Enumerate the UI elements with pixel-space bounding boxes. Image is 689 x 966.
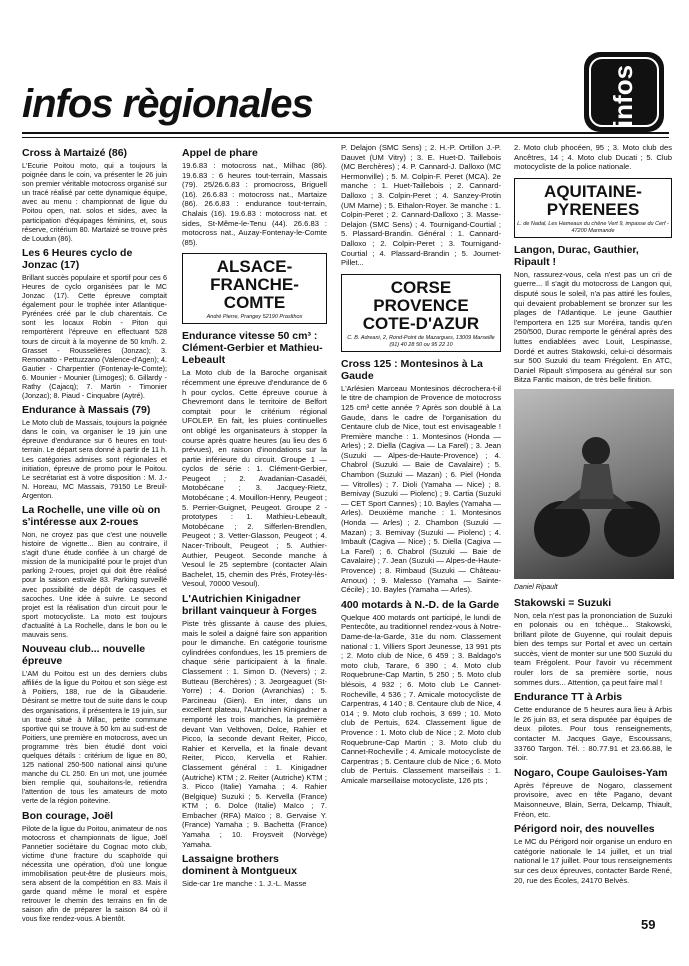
- region-box: [514, 178, 672, 238]
- region-name: [183, 254, 326, 312]
- article-heading: Nouveau club... nouvelle épreuve: [22, 643, 146, 668]
- region-name-line: COTE-D'AZUR: [362, 313, 480, 333]
- article-paragraph: Brillant succès populaire et sportif pour ces 6 Heures de cyclo organisées par le MC Jonzac (17). Cette épreuve comptait également pour le trophée inter Atlantique-Pyrénées créé par le club charentais. Ce sont les locaux Robin - Piton qui remportèrent l'épreuve en effectuant 528 tours de circuit à la moyenne de 50 km/h. 2. Grasset - Rousselières (Jonzac); 3. Remonatto - Pettuzzano (Valence-d'Agen); 4. Gautier - Charpentier (Fontenay-le-Comte); 6. Mounier - Mounier (Limoges); 6. Gillardy - Rathy (Cajacq); 7. Martin - Timonier (Jonzac); 8. Piaud - Cinquabre (Aytré).: [22, 272, 167, 401]
- page-title: infos règionales: [22, 82, 313, 126]
- region-contact: André Pierre, Prangey 52190 Praslthox: [206, 314, 303, 321]
- article-heading: Les 6 Heures cyclo de Jonzac (17): [22, 246, 133, 271]
- article-paragraph: P. Delajon (SMC Sens) ; 2. H.-P. Ortillon J.-P. Dauvet (UM Vitry) ; 3. E. Huet-D. Taillebois (MC Berchères) ; 4. P. Cannard-J. Dalloxo (MC Hermonville) ; 5. M. Colpin-F. Peret (MCA). 2e manche : 1. Huet-Taillebois ; 2. Cannard-Dalloxo ; 3. Colpin-Peret ; 4. Sanzey-Protin (UM Marne) ; 5. Ethalon-Royer. 3e manche : 1. Colpin-Peret ; 2. Cannard-Dalloxo ; 3. Masse-Delajon (SMC Sens) ; 4. Tournigand-Courtial ; 5. Plassard-Brandin. Général : 1. Cannard-Dalloxo ; 2. Colpin-Peret ; 3. Tournigand-Courtial ; 4. Plassard-Brandin ; 5. Journet-Pillet...: [341, 143, 501, 268]
- region-box: [182, 253, 327, 324]
- article-paragraph: Side-car 1re manche : 1. J.-L. Masse: [182, 879, 307, 889]
- article-paragraph: Piste très glissante à cause des pluies, mais le soleil a daigné faire son apparition pour le dimanche. En catégorie tourisme cylindrées confondues, les 15 premiers de chaque série participaient à la finale. Classement : 1. Simon D. (Nevers) ; 2. Butteau (Berchères) ; 3. Jeorgeaguet (St-Yorre) ; 4. Dorion (Avranchias) ; 5. Parcineau (Gien). En inter, dans un excellent plateau, l'Autrichien Kinigadner a remporté les trois manches, la première devant Van Velthoven, Dolce, Rahier et Picco, la seconde devant Reiter, Picco, Rahier et Kervella, et la finale devant Reiter, Picco, Kervella et Rahier. Classement général : 1. Kinigadner (Autriche) KTM ; 2. Reiter (Autriche) KTM ; 3. Picco (Italie) Yamaha ; 4. Rahier (Belgique) Suzuki ; 5. Kervella (France) KTM ; 6. Dolce (Italie) Maïco ; 7. Embacher (RFA) Maïco ; 8. Gervaise Y. (France) Yamaha ; 9. Bachetta (France) Yamaha ; 10. Froysveit (Norvège) Yamaha.: [182, 619, 327, 849]
- column-1: [22, 143, 167, 926]
- article-paragraph: La Moto club de la Baroche organisait récemment une épreuve d'endurance de 6 h pour cyclos. Cette épreuve courue à Chevremont dans le territoire de Belfort comptait pour le critérium régional UFOLEP. En fait, les pluies continuelles ont obligé les organisateurs à stopper la course après quatre heures (au lieu des 6 prévues), en raison d'inondations sur la partie inférieure du circuit. Groupe 1 — cyclos de série : 1. Clément-Gerbier, Peugeot ; 2. Avadanian-Casadéi, Motobécane ; 3. Jacquey-Rietz, Motobécane ; 4. Mouillon-Henry, Peugeot ; 5. Perrier-Guignet, Peugeot. Groupe 2 - prototypes : 1. Mathieu-Lebeault, Motobécane ; 2. Sifferlen-Brendlen, Peugeot ; 3. Vetter-Glasson, Peugeot ; 4. Nacer-Triboult, Peugeot ; 5. Authier-Authier, Peugeot. Seconde manche à Vesoul le 25 septembre (contacter Alain Bachelet, 15, chemin des Prés, Frotey-lès-Vesoul, 70000 Vesoul).: [182, 368, 327, 589]
- article-paragraph: Non, cela n'est pas la prononciation de Suzuki en polonais ou en tchèque... Stakowski, brillant pilote de Guyenne, qui roulait depuis bien des temps sur Portal et avec un certain succès, vient de monter sur une 500 Suzuki du team Frégolent. Pour l'avoir vu récemment rouler lors de sa première sortie, nous sommes durs... Attention, ça peut faire mal !: [514, 610, 672, 687]
- title-rule-top: [22, 132, 669, 134]
- article-paragraph: Non, ne croyez pas que c'est une nouvelle histoire de vignette... Bien au contraire, il s'agit d'une étude confiée à un chargé de mission de la municipalité pour le projet d'un parking 2-roues, projet qui doit être réalisé pour la saison estivale 83. Parking surveillé avec possibilité de dépôt de casques et sacoches. Une idée à suivre. Le second projet est la réalisation d'un circuit pour le sport motocycliste. La moto est toujours d'actualité à La Rochelle, dans le bon ou le mauvais sens.: [22, 530, 167, 640]
- article-paragraph: L'Ecurie Poitou moto, qui a toujours la poignée dans le coin, va présenter le 26 juin son premier véritable motocross organisé sur un tracé réalisé par cette dynamique équipe, avec au menu : championnat de ligue du Poitou open, nat. solos et sides, avec la participation d'équipages féminins, et, sous réserve, critérium 80. Martaizé se trouve près de Loudun (86).: [22, 161, 167, 243]
- article-paragraph: L'Arlésien Marceau Montesinos décrochera-t-il le titre de champion de Provence de motocross 125 cm³ cette année ? Après son doublé à La Gaude, dans le cadre de l'organisation du Centaure club de Nice, tout est envisageable ! Première manche : 1. Montesinos (Honda — Arles) ; 2. Diella (Cagiva — La Farel) ; 3. Jean (Suzuki — Alpes-de-Haute-Provence) ; 4. Chabrol (Suzuki — Baie de Cavalaire) ; 5. Chambon (Suzuki — Mazan) ; 6. Piel (Honda — Vitrolles) ; 7. Dioli (Yamaha — Nice) ; 8. Bemivay (Suzuki — Piolenc) ; 9. Cartia (Suzuki — CET Sport Cannes) ; 10. Bayles (Yamaha — Arles). Deuxième manche : 1. Montesinos (Honda — Arles) ; 2. Chambon (Suzuki — Mazan) ; 3. Bemivay (Suzuki — Piolenc) ; 4. Imbault (Cagiva — Nice) ; 5. Diella (Cagiva — La Farel) ; 6. Chabrol (Suzuki — Baie de Cavalaire) ; 7. Jean (Suzuki — Alpes-de-Haute-Provence) ; 8. Rimbaud (Suzuki — Château-Arnoux) ; 9. Malesso (Yamaha — Sainte-Cécile) ; 10. Bayles (Yamaha — Arles).: [341, 383, 501, 595]
- title-rule-bottom: [22, 137, 669, 138]
- photo-caption: Daniel Ripault: [514, 583, 558, 591]
- article-paragraph: Pilote de la ligue du Poitou, animateur de nos motocross et championnats de ligue, Joël Pannetier sociétaire du Cognac moto club, victime d'une fracture du scaphoïde qui nécessita une opération, d'où une longue immobilisation peut-être de plusieurs mois, sera absent de la compétition en 83. Mais il garde quand même le moral et espère retrouver le chemin des terrains en fin de saison afin de préparer la saison 84 où il vous fixe rendez-vous. A bientôt.: [22, 823, 167, 924]
- region-box: [341, 274, 501, 352]
- region-contact: L. de Nadal, Les Hameaux du chêne Vert 9, impasse du Cerf - 47200 Marmande: [517, 220, 669, 234]
- article-paragraph: L'AM du Poitou est un des derniers clubs affiliés de la ligue du Poitou et son siège est à Poitiers, 188, rue de la Gibauderie. Désirant se mettre tout de suite dans le coup des organisations, il présentera le 19 juin, sur un tracé situé à Millac, petite commune sportive qui se trouve à 50 km au sud-est de Poitiers, une première en motocross, avec un programme très bien étudié dont voici quelques détails : critérium de ligue en 80, 125 national 250-500 national ainsi qu'une manche du CL 250. En un mot, une journée bien remplie qui, souhaitons-le, retiendra l'attention de tous les amateurs de moto verte de la région poitevine.: [22, 669, 167, 806]
- logo-text: infos: [608, 64, 638, 128]
- article-heading: Nogaro, Coupe Gauloises-Yam: [514, 766, 668, 779]
- region-name-line: PROVENCE: [373, 295, 469, 315]
- region-name-line: FRANCHE-: [210, 275, 299, 295]
- article-heading: Appel de phare: [182, 147, 258, 159]
- article-heading: Endurance à Massais (79): [22, 404, 151, 417]
- article-heading: Langon, Durac, Gauthier, Ripault !: [514, 243, 639, 268]
- article-heading: Bon courage, Joël: [22, 809, 114, 822]
- article-heading: Endurance TT à Arbis: [514, 691, 623, 704]
- region-name: [515, 179, 671, 219]
- article-heading: Cross 125 : Montesinos à La Gaude: [341, 357, 483, 382]
- region-name-line: CORSE: [390, 277, 452, 297]
- article-heading: Cross à Martaizé (86): [22, 147, 128, 159]
- article-heading: Endurance vitesse 50 cm³ : Clément-Gerbier et Mathieu-Lebeault: [182, 330, 323, 367]
- article-paragraph: 19.6.83 : motocross nat., Milhac (86). 19.6.83 : 6 heures tout-terrain, Massais (79). 25/26.6.83 : promocross, Briguell (16). 26.6.83 : motocross nat., Martaize (86). 26.6.83 : endurance tout-terrain, Chalais (16). 19.6.83 : motocross nat. et sides, St-Même-le-Tenu (44). 26.6.83 : motocross nat., Auzay-Fontenay-le-Comte (85).: [182, 161, 327, 247]
- column-2: [182, 143, 327, 891]
- article-heading: L'Autrichien Kinigadner brillant vainqueur à Forges: [182, 593, 317, 617]
- article-paragraph: Le MC du Périgord noir organise un enduro en catégorie nationale le 14 juillet, et un trial national le 17 juillet. Pour tous renseignements sur ces deux épreuves, contacter Barde René, 20, rue des Écoles, 24170 Belvès.: [514, 837, 672, 885]
- column-3: [341, 143, 501, 787]
- motocross-photo: [514, 389, 674, 579]
- region-name-line: AQUITAINE-: [544, 181, 642, 201]
- article-heading: 400 motards à N.-D. de la Garde: [341, 598, 500, 611]
- page-number: 59: [641, 917, 656, 932]
- article-paragraph: Le Moto club de Massais, toujours la poignée dans le coin, va organiser le 19 juin une épreuve d'endurance sur 6 heures en tout-terrain. Le départ sera donné à partir de 11 h. Les catégories admises sont régionales et initiation, épreuve de promo pour le Poitou. Le secrétariat est à votre disposition : M. J.-N. Horeau, MC Massais, 79150 Le Breuil-Argenton.: [22, 418, 167, 500]
- article-heading: Périgord noir, des nouvelles: [514, 823, 655, 836]
- article-paragraph: Après l'épreuve de Nogaro, classement provisoire, avec en tête Pagano, devant Maisonneuve, Blain, Serra, Delcamp, Thiault, Fréon, etc.: [514, 780, 672, 819]
- article-paragraph: Non, rassurez-vous, cela n'est pas un cri de guerre... Il s'agit du motocross de Langon qui, disputé sous le soleil, n'a pas attiré les foules, qui devaient probablement se bronzer sur les plages de l'Atlantique. Le jeune Gauthier l'emportera en 125 sur Moréira, tandis qu'en 250/500, Durac remporte le général après des luttes endiablées avec Louit, Lespinasse, Dordé et autres Stakowski, celui-ci désormais sur 500 Suzuki du team Frégolent. En ATC, Daniel Ripault s'imposera au général sur son Bitza Fantic maison, de très belle finition.: [514, 269, 672, 385]
- article-heading: Lassaigne brothers dominent à Montgueux: [182, 853, 297, 878]
- column-4: [514, 143, 672, 887]
- region-name-line: PYRENEES: [546, 199, 640, 219]
- article-paragraph: 2. Moto club phocéen, 95 ; 3. Moto club des Ancêtres, 14 ; 4. Moto club Ducati ; 5. Club motocycliste de la police nationale.: [514, 143, 672, 172]
- region-name-line: COMTE: [223, 293, 286, 313]
- article-paragraph: Cette endurance de 5 heures aura lieu à Arbis le 26 juin 83, et sera disputée par équipes de deux pilotes. Pour tous renseignements, contacter M. Jacques Gaye, Escoussans, 33760 Targon. Tél. : 80.77.91 et 23.66.88, le soir.: [514, 705, 672, 763]
- region-name: [342, 275, 500, 333]
- region-contact: C. B. Adreani, 2, Rond-Point de Mazargues, 13009 Marseille (91) 40 28 50 ou 95 22 10: [347, 334, 495, 348]
- article-heading: Stakowski = Suzuki: [514, 596, 612, 609]
- article-paragraph: Quelque 400 motards ont participé, le lundi de Pentecôte, au traditionnel rendez-vous à Notre-Dame-de-la-Garde, 31e du nom. Classement national : 1. Villiers Sport Jeunesse, 13 991 pts ; 2. Moto club de Nice, 6 459 ; 3. Baldago's moto club, Tarare, 6 390 ; 4. Moto club Roquebrune-Cap Martin, 5 250 ; 5. Moto club blésois, 4 932 ; 6. Moto club Le Cannet-Rocheville, 4 536 ; 7. Amicale motocycliste de Carpentras, 4 140 ; 8. Centaure club de Nice, 4 014 ; 9. Moto club rochois, 3 699 ; 10. Moto club de Pertuis, 624. Classement ligue de Provence : 1. Moto club de Nice ; 2. Moto club Roquebrune-Cap Martin ; 3. Moto club du Cannet-Rocheville ; 4. Amicale motocycliste de Carpentras ; 5. Centaure club de Nice ; 6. Moto club de Pertuis. Classement marseillais : 1. Amicale marseillaise motocycliste, 126 pts ;: [341, 612, 501, 785]
- infos-logo-icon: [578, 46, 670, 138]
- region-name-line: ALSACE-: [216, 257, 293, 277]
- article-heading: La Rochelle, une ville où on s'intéresse aux 2-roues: [22, 504, 161, 528]
